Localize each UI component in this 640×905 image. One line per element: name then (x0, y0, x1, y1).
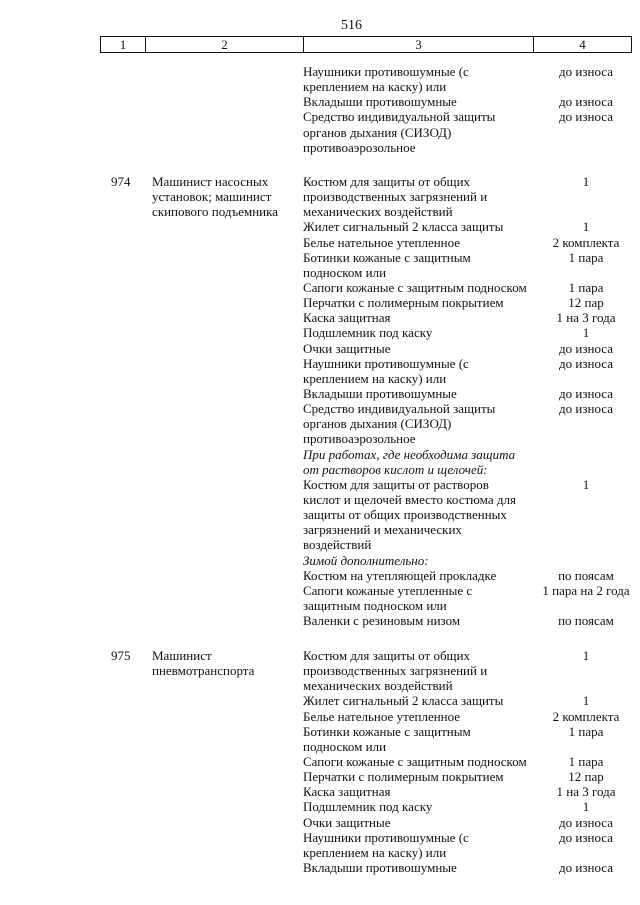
table-row (0, 648, 640, 663)
table-row (0, 356, 640, 371)
equipment-item: Вкладыши противошумные (303, 859, 457, 875)
issue-norm: до износа (559, 829, 613, 845)
equipment-item: органов дыхания (СИЗОД) (303, 124, 452, 140)
equipment-item: Сапоги кожаные утепленные с (303, 582, 473, 598)
equipment-item: Подшлемник под каску (303, 799, 433, 815)
profession-line: установок; машинист (152, 189, 272, 205)
table-row (0, 219, 640, 234)
table-row (0, 462, 640, 477)
header-col-1: 1 (101, 37, 146, 52)
equipment-item: Костюм для защиты от общих (303, 648, 471, 663)
table-row (0, 830, 640, 845)
table-row (0, 431, 640, 446)
table-row (0, 79, 640, 94)
issue-norm: до износа (559, 859, 613, 875)
table-row (0, 310, 640, 325)
issue-norm: 1 пара (568, 753, 604, 769)
issue-norm: 2 комплекта (552, 708, 620, 724)
equipment-item: кислот и щелочей вместо костюма для (303, 491, 516, 507)
table-row (0, 386, 640, 401)
table-row (0, 860, 640, 875)
equipment-item: Каска защитная (303, 310, 391, 326)
table-row (0, 189, 640, 204)
equipment-item: Жилет сигнальный 2 класса защиты (303, 219, 504, 235)
table-row (0, 583, 640, 598)
table-row (0, 568, 640, 583)
issue-norm: 1 (582, 174, 590, 189)
table-row (0, 477, 640, 492)
table-row (0, 325, 640, 340)
equipment-item: Средство индивидуальной защиты (303, 401, 496, 417)
equipment-item: креплением на каску) или (303, 79, 447, 95)
issue-norm: 1 на 3 года (556, 310, 616, 326)
equipment-item: органов дыхания (СИЗОД) (303, 416, 452, 432)
equipment-item: Подшлемник под каску (303, 325, 433, 341)
equipment-item: механических воздействий (303, 204, 453, 220)
table-row (0, 64, 640, 79)
issue-norm: 1 (582, 219, 590, 235)
table-row (0, 371, 640, 386)
table-row (0, 709, 640, 724)
table-row (0, 204, 640, 219)
issue-norm: 1 пара (568, 279, 604, 295)
equipment-item: Наушники противошумные (с (303, 829, 469, 845)
table-header (100, 36, 632, 53)
table-row (0, 724, 640, 739)
equipment-item: производственных загрязнений и (303, 189, 488, 205)
equipment-item: противоаэрозольное (303, 139, 416, 155)
equipment-item: Жилет сигнальный 2 класса защиты (303, 693, 504, 709)
equipment-item: Вкладыши противошумные (303, 385, 457, 401)
issue-norm: до износа (559, 401, 613, 417)
equipment-item: Наушники противошумные (с (303, 355, 469, 371)
issue-norm: 12 пар (568, 769, 604, 785)
table-row (0, 769, 640, 784)
equipment-item: защитным подноском или (303, 597, 447, 613)
issue-norm: 1 (582, 799, 590, 815)
profession-line: Машинист (152, 648, 212, 663)
issue-norm: 1 (582, 325, 590, 341)
table-row (0, 784, 640, 799)
issue-norm: 1 пара (568, 249, 604, 265)
equipment-item: загрязнений и механических (303, 522, 462, 538)
item-number: 975 (111, 648, 131, 663)
block-continuation (0, 64, 640, 155)
equipment-item: механических воздействий (303, 678, 453, 694)
equipment-item: подноском или (303, 264, 387, 280)
equipment-item: Сапоги кожаные с защитным подноском (303, 279, 527, 295)
table-row (0, 754, 640, 769)
table-row (0, 815, 640, 830)
equipment-item: Ботинки кожаные с защитным (303, 249, 471, 265)
equipment-item: креплением на каску) или (303, 844, 447, 860)
issue-norm: 1 (582, 476, 590, 492)
issue-norm: до износа (559, 64, 613, 79)
table-row (0, 678, 640, 693)
table-row (0, 845, 640, 860)
header-col-2: 2 (146, 37, 304, 52)
section-note: Зимой дополнительно: (303, 552, 429, 568)
issue-norm: по поясам (558, 567, 614, 583)
header-col-4: 4 (579, 37, 586, 52)
equipment-item: Белье нательное утепленное (303, 234, 461, 250)
equipment-item: Очки защитные (303, 340, 391, 356)
equipment-item: Перчатки с полимерным покрытием (303, 769, 504, 785)
equipment-item: Костюм для защиты от общих (303, 174, 471, 189)
table-row (0, 553, 640, 568)
table-row (0, 537, 640, 552)
equipment-item: Наушники противошумные (с (303, 64, 469, 79)
equipment-item: Вкладыши противошумные (303, 94, 457, 110)
table-body (0, 64, 640, 875)
table-row (0, 140, 640, 155)
issue-norm: до износа (559, 109, 613, 125)
issue-norm: 2 комплекта (552, 234, 620, 250)
table-row (0, 401, 640, 416)
issue-norm: до износа (559, 385, 613, 401)
table-row (0, 341, 640, 356)
table-row (0, 295, 640, 310)
issue-norm: до износа (559, 94, 613, 110)
table-row (0, 663, 640, 678)
equipment-item: Средство индивидуальной защиты (303, 109, 496, 125)
equipment-item: Каска защитная (303, 784, 391, 800)
table-row (0, 799, 640, 814)
table-row (0, 250, 640, 265)
profession-line: скипового подъемника (152, 204, 279, 220)
equipment-item: подноском или (303, 738, 387, 754)
profession-line: пневмотранспорта (152, 663, 255, 679)
table-row (0, 447, 640, 462)
issue-norm: 1 пара (568, 723, 604, 739)
block-974 (0, 174, 640, 628)
table-row (0, 693, 640, 708)
equipment-item: Сапоги кожаные с защитным подноском (303, 753, 527, 769)
equipment-item: Костюм для защиты от растворов (303, 476, 489, 492)
section-note: от растворов кислот и щелочей: (303, 461, 488, 477)
table-row (0, 739, 640, 754)
item-number: 974 (111, 174, 131, 189)
table-row (0, 235, 640, 250)
equipment-item: креплением на каску) или (303, 370, 447, 386)
equipment-item: воздействий (303, 537, 372, 553)
table-row (0, 280, 640, 295)
table-row (0, 613, 640, 628)
equipment-item: производственных загрязнений и (303, 663, 488, 679)
issue-norm: 1 (582, 693, 590, 709)
issue-norm: по поясам (558, 613, 614, 629)
table-row (0, 265, 640, 280)
table-row (0, 492, 640, 507)
section-note: При работах, где необходима защита (303, 446, 516, 462)
equipment-item: Костюм на утепляющей прокладке (303, 567, 497, 583)
block-975 (0, 648, 640, 875)
equipment-item: Перчатки с полимерным покрытием (303, 295, 504, 311)
table-row (0, 174, 640, 189)
issue-norm: до износа (559, 814, 613, 830)
table-row (0, 125, 640, 140)
table-row (0, 522, 640, 537)
issue-norm: до износа (559, 340, 613, 356)
table-row (0, 507, 640, 522)
issue-norm: 1 (582, 648, 590, 663)
issue-norm: 1 на 3 года (556, 784, 616, 800)
equipment-item: противоаэрозольное (303, 431, 416, 447)
equipment-item: защиты от общих производственных (303, 507, 507, 523)
header-col-3: 3 (304, 37, 534, 52)
issue-norm: 12 пар (568, 295, 604, 311)
table-row (0, 109, 640, 124)
equipment-item: Ботинки кожаные с защитным (303, 723, 471, 739)
issue-norm: до износа (559, 355, 613, 371)
table-row (0, 416, 640, 431)
profession-line: Машинист насосных (152, 174, 269, 189)
equipment-item: Очки защитные (303, 814, 391, 830)
table-row (0, 598, 640, 613)
equipment-item: Белье нательное утепленное (303, 708, 461, 724)
equipment-item: Валенки с резиновым низом (303, 613, 461, 629)
table-row (0, 94, 640, 109)
issue-norm: 1 пара на 2 года (542, 582, 630, 598)
